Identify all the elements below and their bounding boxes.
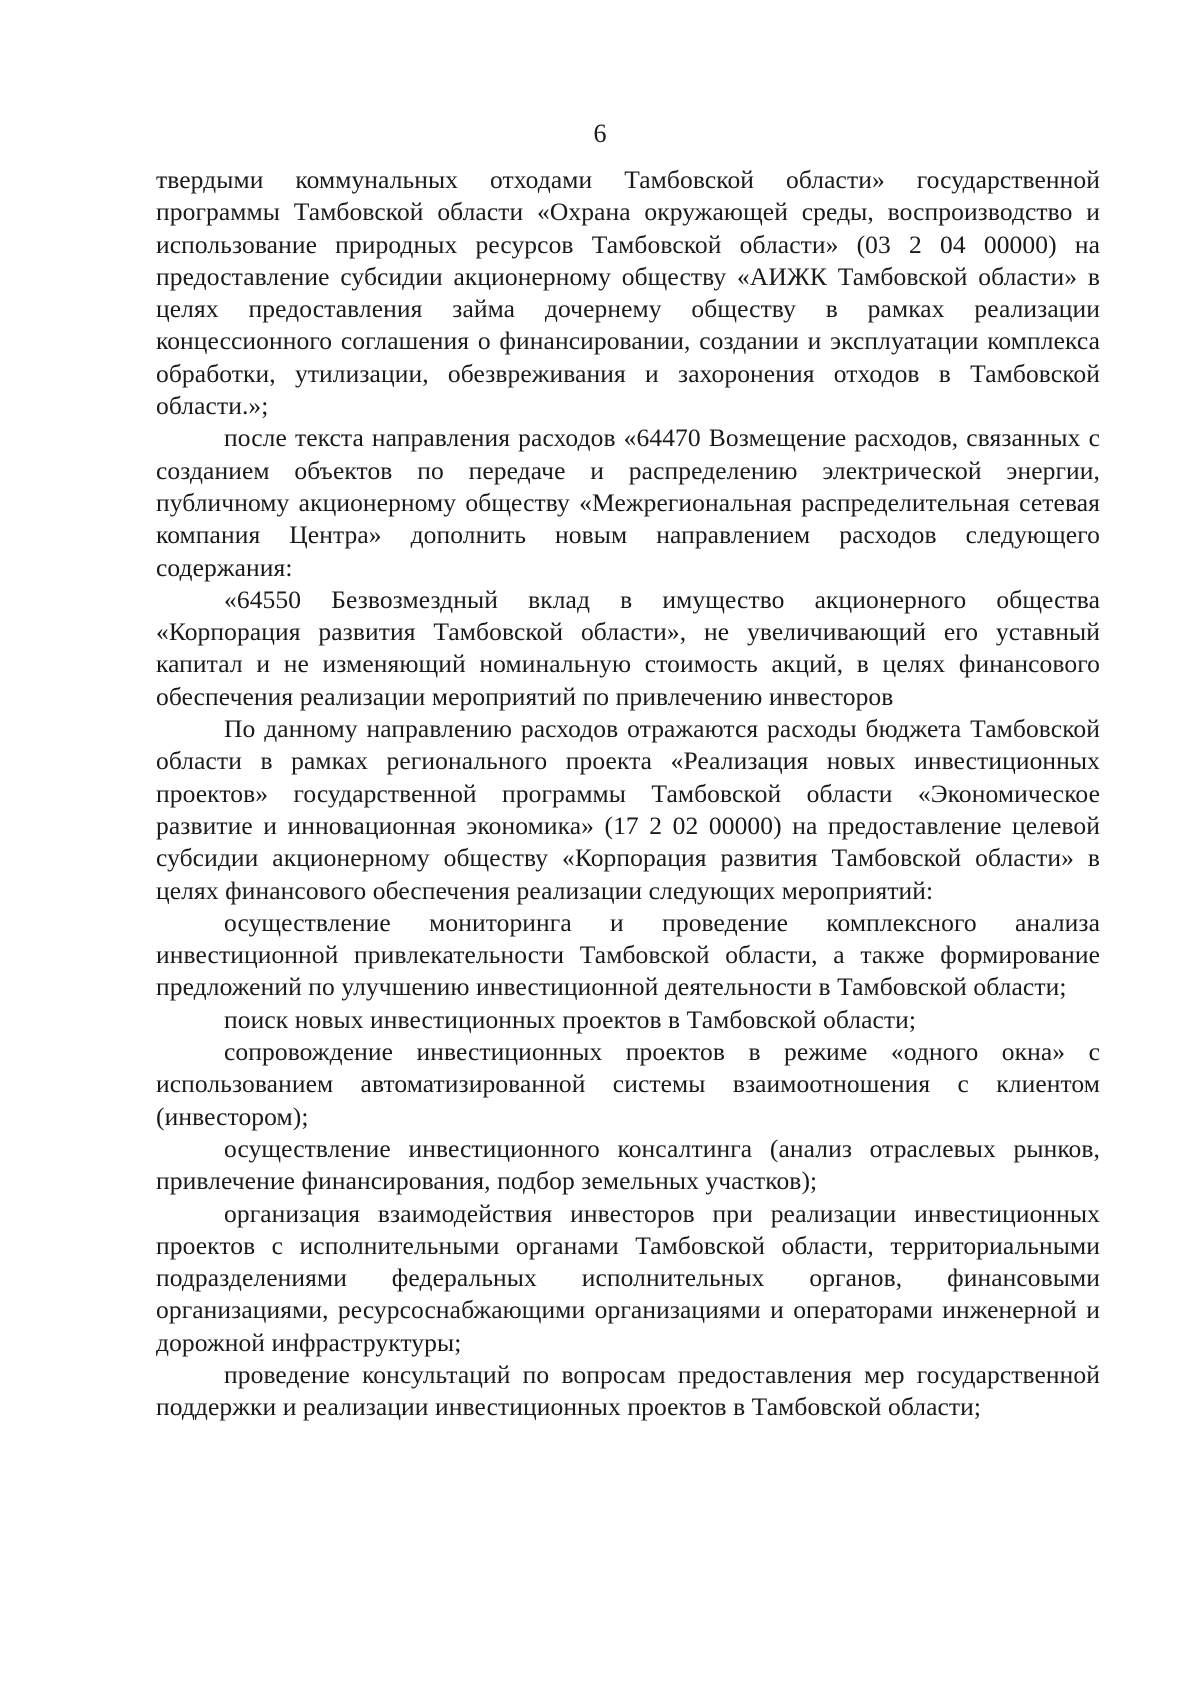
paragraph: По данному направлению расходов отражаются расходы бюджета Тамбовской области в рамках регионального проекта «Реализация новых инвестиционных проектов» государственной программы Тамбовской области «Экономическое развитие и инновационная экономика» (17 2 02 00000) на предоставление целевой субсидии акционерному обществу «Корпорация развития Тамбовской области» в целях финансового обеспечения реализации следующих мероприятий: [156,714,1100,905]
list-paragraph: поиск новых инвестиционных проектов в Тамбовской области; [224,1004,917,1034]
paragraph: после текста направления расходов «64470 Возмещение расходов, связанных с созданием объектов по передаче и распределению электрической энергии, публичному акционерному обществу «Межрегиональная распределительная сетевая компания Центра» дополнить новым направлением расходов следующего содержания: [156,423,1100,582]
paragraph: «64550 Безвозмездный вклад в имущество акционерного общества «Корпорация развития Тамбовской области», не увеличивающий его уставный капитал и не изменяющий номинальную стоимость акций, в целях финансового обеспечения реализации мероприятий по привлечению инвесторов [156,584,1100,711]
page-number: 6 [593,119,607,148]
list-paragraph: организация взаимодействия инвесторов при реализации инвестиционных проектов с исполнительными органами Тамбовской области, территориальными подразделениями федеральных исполнительных органов, финансовыми организациями, ресурсоснабжающими организациями и операторами инженерной и дорожной инфраструктуры; [156,1198,1100,1357]
list-paragraph: осуществление мониторинга и проведение комплексного анализа инвестиционной привлекательности Тамбовской области, а также формирование предложений по улучшению инвестиционной деятельности в Тамбовской области; [156,907,1100,1002]
document-body [156,164,1100,1424]
list-paragraph: осуществление инвестиционного консалтинга (анализ отраслевых рынков, привлечение финансирования, подбор земельных участков); [156,1133,1100,1196]
list-paragraph: проведение консультаций по вопросам предоставления мер государственной поддержки и реализации инвестиционных проектов в Тамбовской области; [156,1359,1100,1422]
paragraph-continuation: твердыми коммунальных отходами Тамбовской области» государственной программы Тамбовской области «Охрана окружающей среды, воспроизводство и использование природных ресурсов Тамбовской области» (03 2 04 00000) на предоставление субсидии акционерному обществу «АИЖК Тамбовской области» в целях предоставления займа дочернему обществу в рамках реализации концессионного соглашения о финансировании, создании и эксплуатации комплекса обработки, утилизации, обезвреживания и захоронения отходов в Тамбовской области.»; [156,165,1100,421]
list-paragraph: сопровождение инвестиционных проектов в режиме «одного окна» с использованием автоматизированной системы взаимоотношения с клиентом (инвестором); [156,1037,1100,1131]
